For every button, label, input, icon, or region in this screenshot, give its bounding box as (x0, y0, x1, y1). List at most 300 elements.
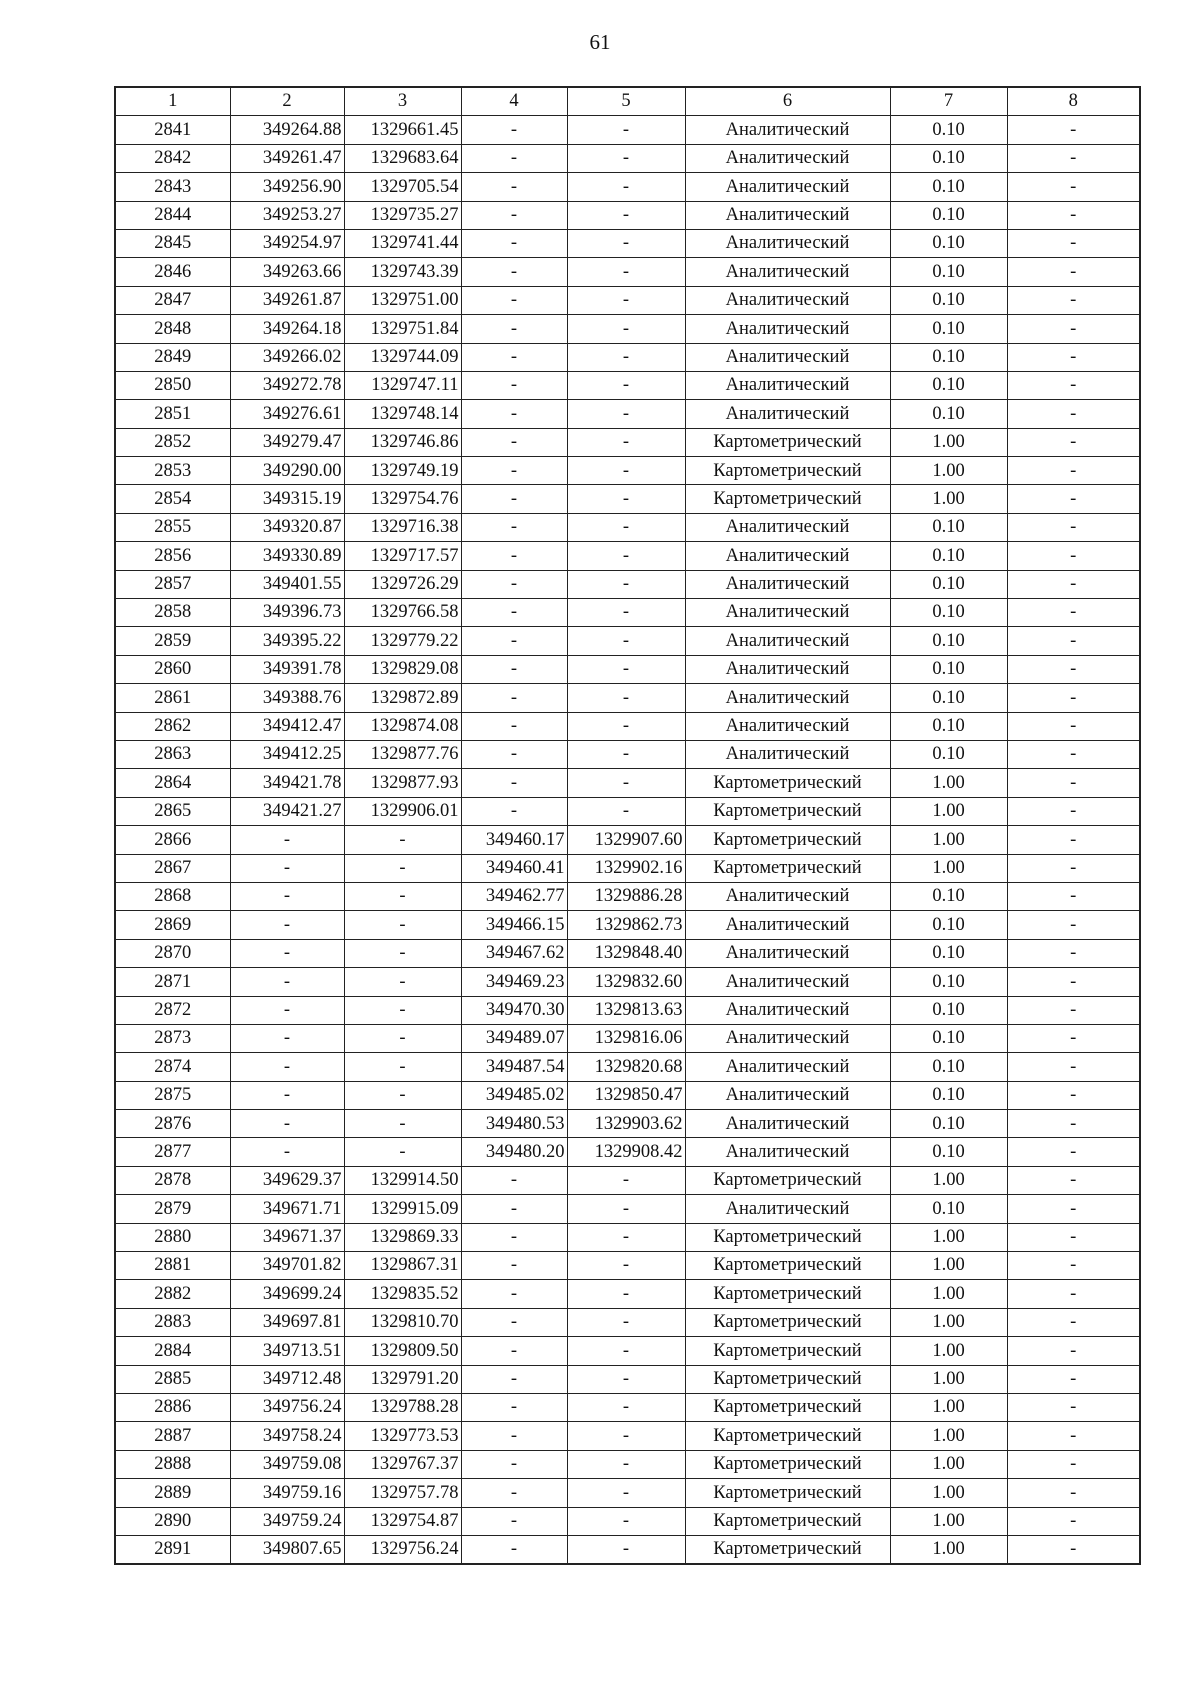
table-cell-col-8: - (1007, 229, 1140, 257)
table-cell-col-8: - (1007, 286, 1140, 314)
table-cell-col-3: 1329726.29 (344, 570, 461, 598)
table-cell-col-6: Аналитический (685, 201, 890, 229)
table-cell-col-2: 349330.89 (230, 542, 344, 570)
table-cell-col-3: 1329754.87 (344, 1507, 461, 1535)
table-cell-col-1: 2862 (115, 712, 230, 740)
table-cell-col-8: - (1007, 1393, 1140, 1421)
table-cell-col-3: 1329829.08 (344, 655, 461, 683)
table-cell-col-1: 2870 (115, 939, 230, 967)
table-cell-col-4: 349489.07 (461, 1024, 567, 1052)
table-cell-col-7: 0.10 (890, 684, 1007, 712)
table-cell-col-7: 0.10 (890, 542, 1007, 570)
table-cell-col-4: - (461, 542, 567, 570)
table-cell-col-3: 1329867.31 (344, 1252, 461, 1280)
table-cell-col-2: 349699.24 (230, 1280, 344, 1308)
table-cell-col-7: 1.00 (890, 457, 1007, 485)
table-cell-col-7: 1.00 (890, 797, 1007, 825)
table-cell-col-5: 1329816.06 (567, 1024, 685, 1052)
table-cell-col-5: - (567, 627, 685, 655)
table-cell-col-7: 0.10 (890, 371, 1007, 399)
table-cell-col-7: 1.00 (890, 1280, 1007, 1308)
table-cell-col-3: 1329791.20 (344, 1365, 461, 1393)
column-header-2: 2 (230, 87, 344, 116)
table-cell-col-7: 1.00 (890, 1450, 1007, 1478)
table-row (115, 428, 1140, 456)
column-header-6: 6 (685, 87, 890, 116)
table-cell-col-2: 349412.47 (230, 712, 344, 740)
table-cell-col-1: 2844 (115, 201, 230, 229)
table-cell-col-8: - (1007, 740, 1140, 768)
table-cell-col-6: Картометрический (685, 797, 890, 825)
table-cell-col-4: - (461, 1393, 567, 1421)
table-cell-col-5: - (567, 1479, 685, 1507)
table-cell-col-3: 1329751.84 (344, 315, 461, 343)
table-cell-col-2: 349759.16 (230, 1479, 344, 1507)
column-header-5: 5 (567, 87, 685, 116)
table-cell-col-1: 2864 (115, 769, 230, 797)
table-cell-col-1: 2867 (115, 854, 230, 882)
table-cell-col-6: Аналитический (685, 599, 890, 627)
table-cell-col-5: - (567, 1365, 685, 1393)
table-cell-col-1: 2878 (115, 1166, 230, 1194)
table-cell-col-5: 1329862.73 (567, 911, 685, 939)
table-row (115, 1138, 1140, 1166)
table-row (115, 1337, 1140, 1365)
table-cell-col-8: - (1007, 1479, 1140, 1507)
table-cell-col-5: - (567, 258, 685, 286)
table-cell-col-5: - (567, 1252, 685, 1280)
table-cell-col-2: 349712.48 (230, 1365, 344, 1393)
table-cell-col-2: - (230, 1024, 344, 1052)
table-cell-col-2: - (230, 968, 344, 996)
table-cell-col-7: 0.10 (890, 627, 1007, 655)
table-cell-col-2: 349264.18 (230, 315, 344, 343)
table-cell-col-2: 349396.73 (230, 599, 344, 627)
table-cell-col-6: Картометрический (685, 769, 890, 797)
table-row (115, 1393, 1140, 1421)
table-cell-col-6: Аналитический (685, 286, 890, 314)
table-cell-col-3: - (344, 996, 461, 1024)
table-cell-col-4: - (461, 1337, 567, 1365)
table-cell-col-1: 2876 (115, 1110, 230, 1138)
table-cell-col-5: - (567, 1337, 685, 1365)
table-cell-col-1: 2861 (115, 684, 230, 712)
table-cell-col-4: - (461, 1535, 567, 1564)
table-row (115, 485, 1140, 513)
table-cell-col-6: Картометрический (685, 1450, 890, 1478)
table-cell-col-5: - (567, 485, 685, 513)
table-cell-col-5: - (567, 1450, 685, 1478)
table-cell-col-4: - (461, 684, 567, 712)
table-cell-col-4: - (461, 258, 567, 286)
table-row (115, 1195, 1140, 1223)
table-cell-col-8: - (1007, 371, 1140, 399)
table-cell-col-7: 0.10 (890, 144, 1007, 172)
table-cell-col-3: 1329683.64 (344, 144, 461, 172)
table-cell-col-6: Аналитический (685, 315, 890, 343)
table-cell-col-2: 349263.66 (230, 258, 344, 286)
table-cell-col-4: - (461, 712, 567, 740)
table-cell-col-2: 349421.27 (230, 797, 344, 825)
table-row (115, 343, 1140, 371)
table-cell-col-4: 349485.02 (461, 1081, 567, 1109)
table-cell-col-3: 1329874.08 (344, 712, 461, 740)
table-cell-col-7: 1.00 (890, 1308, 1007, 1336)
table-cell-col-6: Аналитический (685, 996, 890, 1024)
table-cell-col-6: Аналитический (685, 229, 890, 257)
table-cell-col-7: 0.10 (890, 173, 1007, 201)
table-cell-col-1: 2857 (115, 570, 230, 598)
table-cell-col-2: 349279.47 (230, 428, 344, 456)
table-cell-col-4: - (461, 1252, 567, 1280)
table-cell-col-5: - (567, 1308, 685, 1336)
table-cell-col-3: - (344, 1081, 461, 1109)
table-cell-col-3: - (344, 882, 461, 910)
table-cell-col-4: 349470.30 (461, 996, 567, 1024)
table-cell-col-5: - (567, 1223, 685, 1251)
table-body (115, 116, 1140, 1564)
table-cell-col-3: 1329741.44 (344, 229, 461, 257)
table-cell-col-1: 2872 (115, 996, 230, 1024)
table-cell-col-1: 2889 (115, 1479, 230, 1507)
table-cell-col-7: 1.00 (890, 1223, 1007, 1251)
table-cell-col-1: 2886 (115, 1393, 230, 1421)
table-cell-col-4: 349480.53 (461, 1110, 567, 1138)
table-cell-col-2: 349756.24 (230, 1393, 344, 1421)
table-row (115, 740, 1140, 768)
table-row (115, 939, 1140, 967)
table-cell-col-1: 2845 (115, 229, 230, 257)
table-cell-col-1: 2843 (115, 173, 230, 201)
table-row (115, 570, 1140, 598)
table-cell-col-4: - (461, 513, 567, 541)
table-cell-col-7: 1.00 (890, 826, 1007, 854)
table-cell-col-7: 0.10 (890, 599, 1007, 627)
table-cell-col-6: Аналитический (685, 911, 890, 939)
table-cell-col-5: 1329850.47 (567, 1081, 685, 1109)
table-cell-col-5: - (567, 343, 685, 371)
table-row (115, 258, 1140, 286)
table-row (115, 371, 1140, 399)
table-cell-col-6: Аналитический (685, 655, 890, 683)
table-row (115, 400, 1140, 428)
table-cell-col-5: - (567, 1535, 685, 1564)
table-cell-col-5: - (567, 655, 685, 683)
table-row (115, 1365, 1140, 1393)
column-header-1: 1 (115, 87, 230, 116)
table-cell-col-6: Аналитический (685, 400, 890, 428)
table-cell-col-5: 1329832.60 (567, 968, 685, 996)
table-cell-col-8: - (1007, 173, 1140, 201)
table-cell-col-5: 1329908.42 (567, 1138, 685, 1166)
table-cell-col-8: - (1007, 882, 1140, 910)
table-cell-col-3: 1329877.93 (344, 769, 461, 797)
table-cell-col-6: Аналитический (685, 116, 890, 144)
table-cell-col-7: 0.10 (890, 882, 1007, 910)
table-cell-col-8: - (1007, 684, 1140, 712)
table-cell-col-1: 2891 (115, 1535, 230, 1564)
table-cell-col-8: - (1007, 570, 1140, 598)
table-cell-col-1: 2888 (115, 1450, 230, 1478)
table-cell-col-3: 1329661.45 (344, 116, 461, 144)
table-cell-col-7: 1.00 (890, 428, 1007, 456)
table-cell-col-8: - (1007, 542, 1140, 570)
table-cell-col-2: - (230, 939, 344, 967)
table-cell-col-1: 2879 (115, 1195, 230, 1223)
table-cell-col-2: 349671.37 (230, 1223, 344, 1251)
table-cell-col-1: 2850 (115, 371, 230, 399)
table-cell-col-8: - (1007, 315, 1140, 343)
table-cell-col-3: - (344, 1024, 461, 1052)
table-cell-col-5: 1329902.16 (567, 854, 685, 882)
column-header-4: 4 (461, 87, 567, 116)
table-cell-col-3: 1329872.89 (344, 684, 461, 712)
table-cell-col-7: 1.00 (890, 1535, 1007, 1564)
table-cell-col-8: - (1007, 826, 1140, 854)
table-cell-col-8: - (1007, 599, 1140, 627)
table-cell-col-1: 2873 (115, 1024, 230, 1052)
table-cell-col-2: - (230, 854, 344, 882)
table-cell-col-3: 1329717.57 (344, 542, 461, 570)
table-cell-col-6: Картометрический (685, 428, 890, 456)
table-cell-col-5: - (567, 542, 685, 570)
table-cell-col-1: 2865 (115, 797, 230, 825)
table-cell-col-1: 2890 (115, 1507, 230, 1535)
table-cell-col-8: - (1007, 116, 1140, 144)
table-row (115, 712, 1140, 740)
table-cell-col-2: 349290.00 (230, 457, 344, 485)
table-cell-col-6: Аналитический (685, 627, 890, 655)
table-row (115, 229, 1140, 257)
table-cell-col-7: 1.00 (890, 485, 1007, 513)
table-row (115, 116, 1140, 144)
table-cell-col-8: - (1007, 655, 1140, 683)
table-cell-col-2: 349272.78 (230, 371, 344, 399)
table-cell-col-2: 349388.76 (230, 684, 344, 712)
table-cell-col-7: 0.10 (890, 1138, 1007, 1166)
table-cell-col-8: - (1007, 1166, 1140, 1194)
table-row (115, 684, 1140, 712)
table-cell-col-8: - (1007, 1365, 1140, 1393)
table-row (115, 968, 1140, 996)
table-cell-col-4: - (461, 144, 567, 172)
table-cell-col-7: 0.10 (890, 258, 1007, 286)
table-cell-col-4: - (461, 428, 567, 456)
table-cell-col-7: 0.10 (890, 996, 1007, 1024)
table-cell-col-3: 1329915.09 (344, 1195, 461, 1223)
table-cell-col-6: Аналитический (685, 1024, 890, 1052)
table-cell-col-7: 1.00 (890, 854, 1007, 882)
table-cell-col-4: 349480.20 (461, 1138, 567, 1166)
table-cell-col-6: Картометрический (685, 854, 890, 882)
table-cell-col-2: 349701.82 (230, 1252, 344, 1280)
table-cell-col-8: - (1007, 144, 1140, 172)
table-cell-col-5: - (567, 400, 685, 428)
table-row (115, 1280, 1140, 1308)
table-row (115, 1308, 1140, 1336)
table-cell-col-2: 349759.08 (230, 1450, 344, 1478)
table-cell-col-1: 2881 (115, 1252, 230, 1280)
table-row (115, 513, 1140, 541)
table-cell-col-2: 349391.78 (230, 655, 344, 683)
table-cell-col-4: - (461, 315, 567, 343)
table-cell-col-6: Аналитический (685, 712, 890, 740)
table-cell-col-7: 1.00 (890, 1393, 1007, 1421)
table-cell-col-3: 1329810.70 (344, 1308, 461, 1336)
table-cell-col-6: Аналитический (685, 144, 890, 172)
table-cell-col-5: - (567, 457, 685, 485)
table-cell-col-4: - (461, 1507, 567, 1535)
table-cell-col-2: - (230, 996, 344, 1024)
table-cell-col-3: 1329906.01 (344, 797, 461, 825)
table-cell-col-1: 2877 (115, 1138, 230, 1166)
table-cell-col-5: - (567, 1166, 685, 1194)
table-cell-col-4: - (461, 570, 567, 598)
table-cell-col-8: - (1007, 1337, 1140, 1365)
table-cell-col-7: 0.10 (890, 286, 1007, 314)
table-cell-col-4: - (461, 485, 567, 513)
table-cell-col-7: 1.00 (890, 769, 1007, 797)
table-row (115, 769, 1140, 797)
page-number: 61 (589, 30, 611, 54)
table-cell-col-1: 2880 (115, 1223, 230, 1251)
table-cell-col-3: - (344, 1053, 461, 1081)
table-cell-col-6: Аналитический (685, 570, 890, 598)
table-cell-col-5: - (567, 201, 685, 229)
table-row (115, 655, 1140, 683)
table-cell-col-2: 349421.78 (230, 769, 344, 797)
table-cell-col-2: 349261.87 (230, 286, 344, 314)
table-cell-col-2: - (230, 911, 344, 939)
table-cell-col-5: - (567, 712, 685, 740)
table-cell-col-1: 2841 (115, 116, 230, 144)
table-cell-col-5: - (567, 1507, 685, 1535)
table-cell-col-3: 1329744.09 (344, 343, 461, 371)
table-cell-col-4: - (461, 1450, 567, 1478)
table-cell-col-8: - (1007, 1024, 1140, 1052)
table-cell-col-6: Картометрический (685, 1422, 890, 1450)
table-cell-col-8: - (1007, 911, 1140, 939)
table-cell-col-6: Аналитический (685, 1053, 890, 1081)
table-cell-col-4: 349469.23 (461, 968, 567, 996)
table-cell-col-1: 2856 (115, 542, 230, 570)
table-cell-col-5: - (567, 1422, 685, 1450)
table-cell-col-6: Аналитический (685, 258, 890, 286)
table-cell-col-5: - (567, 286, 685, 314)
table-cell-col-6: Картометрический (685, 1535, 890, 1564)
table-cell-col-7: 0.10 (890, 712, 1007, 740)
table-row (115, 1479, 1140, 1507)
table-cell-col-5: 1329848.40 (567, 939, 685, 967)
table-row (115, 627, 1140, 655)
table-cell-col-7: 0.10 (890, 201, 1007, 229)
table-cell-col-5: - (567, 1195, 685, 1223)
table-cell-col-8: - (1007, 1195, 1140, 1223)
table-cell-col-3: 1329766.58 (344, 599, 461, 627)
table-cell-col-6: Аналитический (685, 343, 890, 371)
table-cell-col-6: Картометрический (685, 1479, 890, 1507)
table-cell-col-3: 1329757.78 (344, 1479, 461, 1507)
table-cell-col-2: 349395.22 (230, 627, 344, 655)
table-cell-col-1: 2882 (115, 1280, 230, 1308)
header-row (115, 87, 1140, 116)
table-cell-col-3: 1329773.53 (344, 1422, 461, 1450)
table-cell-col-3: 1329743.39 (344, 258, 461, 286)
table-cell-col-7: 0.10 (890, 229, 1007, 257)
column-header-3: 3 (344, 87, 461, 116)
table-cell-col-5: - (567, 797, 685, 825)
table-cell-col-7: 1.00 (890, 1507, 1007, 1535)
table-cell-col-4: - (461, 343, 567, 371)
table-cell-col-1: 2859 (115, 627, 230, 655)
table-cell-col-6: Картометрический (685, 1166, 890, 1194)
table-cell-col-3: 1329779.22 (344, 627, 461, 655)
table-cell-col-1: 2853 (115, 457, 230, 485)
table-cell-col-5: 1329907.60 (567, 826, 685, 854)
table-cell-col-8: - (1007, 797, 1140, 825)
table-cell-col-2: 349629.37 (230, 1166, 344, 1194)
table-cell-col-4: - (461, 1479, 567, 1507)
table-cell-col-8: - (1007, 201, 1140, 229)
table-row (115, 996, 1140, 1024)
table-cell-col-1: 2875 (115, 1081, 230, 1109)
table-cell-col-8: - (1007, 854, 1140, 882)
table-cell-col-4: - (461, 173, 567, 201)
table-cell-col-3: 1329751.00 (344, 286, 461, 314)
table-cell-col-2: 349266.02 (230, 343, 344, 371)
table-cell-col-4: 349466.15 (461, 911, 567, 939)
table-cell-col-7: 0.10 (890, 939, 1007, 967)
table-row (115, 173, 1140, 201)
table-cell-col-8: - (1007, 968, 1140, 996)
table-row (115, 1450, 1140, 1478)
table-cell-col-4: - (461, 740, 567, 768)
table-cell-col-8: - (1007, 1280, 1140, 1308)
table-cell-col-4: 349460.41 (461, 854, 567, 882)
table-cell-col-5: 1329820.68 (567, 1053, 685, 1081)
table-cell-col-3: 1329835.52 (344, 1280, 461, 1308)
table-cell-col-4: 349462.77 (461, 882, 567, 910)
table-cell-col-5: - (567, 371, 685, 399)
table-cell-col-5: - (567, 513, 685, 541)
table-cell-col-1: 2871 (115, 968, 230, 996)
table-cell-col-3: - (344, 1110, 461, 1138)
table-row (115, 1535, 1140, 1564)
table-cell-col-3: 1329767.37 (344, 1450, 461, 1478)
table-row (115, 1252, 1140, 1280)
table-cell-col-3: 1329746.86 (344, 428, 461, 456)
table-cell-col-5: - (567, 116, 685, 144)
table-cell-col-6: Картометрический (685, 1393, 890, 1421)
table-cell-col-2: - (230, 1053, 344, 1081)
table-cell-col-3: - (344, 939, 461, 967)
table-cell-col-3: 1329735.27 (344, 201, 461, 229)
table-cell-col-8: - (1007, 457, 1140, 485)
table-cell-col-8: - (1007, 996, 1140, 1024)
table-cell-col-6: Аналитический (685, 1081, 890, 1109)
table-cell-col-2: 349807.65 (230, 1535, 344, 1564)
table-cell-col-7: 0.10 (890, 655, 1007, 683)
table-cell-col-1: 2858 (115, 599, 230, 627)
table-cell-col-6: Аналитический (685, 939, 890, 967)
table-cell-col-8: - (1007, 513, 1140, 541)
table-cell-col-1: 2855 (115, 513, 230, 541)
table-cell-col-5: 1329813.63 (567, 996, 685, 1024)
table-row (115, 542, 1140, 570)
table-cell-col-2: - (230, 882, 344, 910)
table-cell-col-8: - (1007, 343, 1140, 371)
table-cell-col-2: 349412.25 (230, 740, 344, 768)
